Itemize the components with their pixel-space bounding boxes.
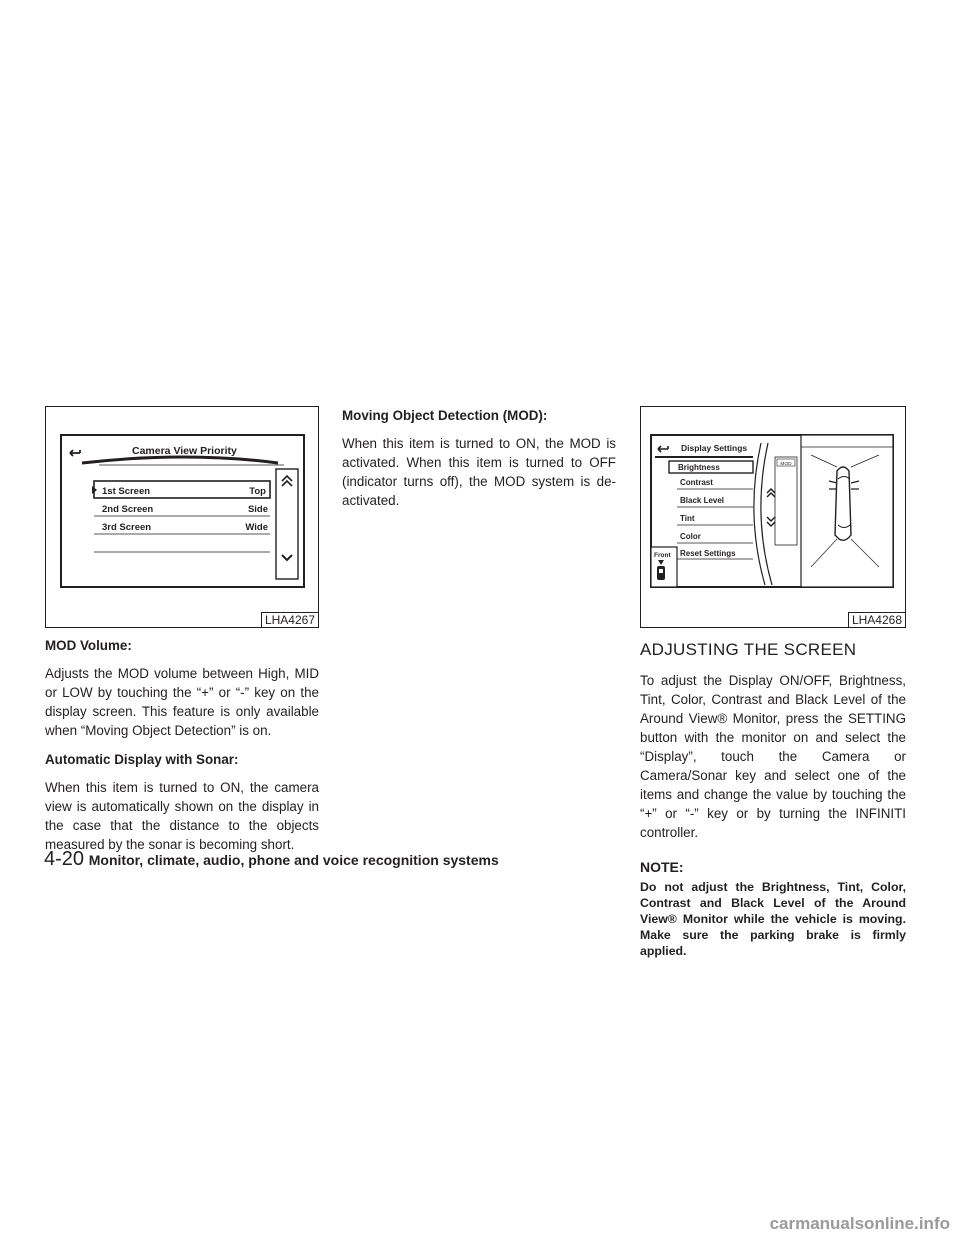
svg-text:Side: Side xyxy=(247,504,268,515)
note-label: NOTE: xyxy=(640,859,684,875)
figure-label: LHA4267 xyxy=(261,612,318,627)
scrollbar[interactable] xyxy=(276,469,298,579)
display-settings-screen xyxy=(641,407,905,627)
auto-display-heading: Automatic Display with Sonar: xyxy=(45,752,239,767)
mod-volume-text: Adjusts the MOD volume between High, MID or LOW by touching the “+” or “-” key on the display screen. This feature is only available when “Moving Object Detection” is on. xyxy=(45,666,319,738)
control-panel xyxy=(775,457,797,545)
settings-item[interactable]: Black Level xyxy=(680,496,725,505)
settings-item[interactable]: Tint xyxy=(680,514,695,523)
settings-item[interactable]: Reset Settings xyxy=(680,549,736,558)
settings-item[interactable]: Contrast xyxy=(680,478,713,487)
auto-display-text: When this item is turned to ON, the camera view is automatically shown on the display in the case that the distance to the objects measured by the sonar is becoming short. xyxy=(45,780,319,852)
screen-title: Camera View Priority xyxy=(132,445,237,457)
figure-label: LHA4268 xyxy=(848,612,905,627)
svg-text:Wide: Wide xyxy=(245,522,268,533)
settings-item[interactable]: Color xyxy=(680,532,701,541)
page-footer xyxy=(44,848,499,871)
mod-volume-heading: MOD Volume: xyxy=(45,638,132,653)
right-column xyxy=(640,640,906,969)
svg-text:MOD: MOD xyxy=(780,462,792,467)
front-label: Front xyxy=(654,552,671,559)
mod-heading: Moving Object Detection (MOD): xyxy=(342,408,548,423)
page-number: 4-20 xyxy=(44,848,85,870)
chapter-title: Monitor, climate, audio, phone and voice recognition systems xyxy=(88,852,499,868)
left-column xyxy=(45,636,319,864)
note-text: Do not adjust the Brightness, Tint, Color, Contrast and Black Level of the Around View® Monitor while the vehicle is moving. Make sure the parking brake is firmly applied. xyxy=(640,880,906,958)
mod-text: When this item is turned to ON, the MOD is activated. When this item is turned to OFF (indicator turns off), the MOD system is de-activated. xyxy=(342,436,616,508)
figure-camera-view-priority xyxy=(45,406,319,628)
watermark: carmanualsonline.info xyxy=(769,1214,950,1233)
svg-text:3rd Screen: 3rd Screen xyxy=(102,522,152,533)
section-title: ADJUSTING THE SCREEN xyxy=(640,640,857,659)
figure-display-settings xyxy=(640,406,906,628)
adjust-screen-text: To adjust the Display ON/OFF, Brightness, Tint, Color, Contrast and Black Level of the Around View® Monitor, press the SETTING button with the monitor on and select the “Display”, touch the Camera or Camera/Sonar key and select one of the items and change the value by touching the “+” or “-” key or by turning the INFINITI controller. xyxy=(640,673,906,840)
settings-item[interactable]: Brightness xyxy=(678,463,720,472)
svg-text:Top: Top xyxy=(249,486,266,497)
middle-column xyxy=(342,406,616,520)
camera-view-priority-screen xyxy=(46,407,318,627)
screen-title: Display Settings xyxy=(681,443,748,453)
svg-text:1st Screen: 1st Screen xyxy=(102,486,151,497)
svg-text:2nd Screen: 2nd Screen xyxy=(102,504,154,515)
